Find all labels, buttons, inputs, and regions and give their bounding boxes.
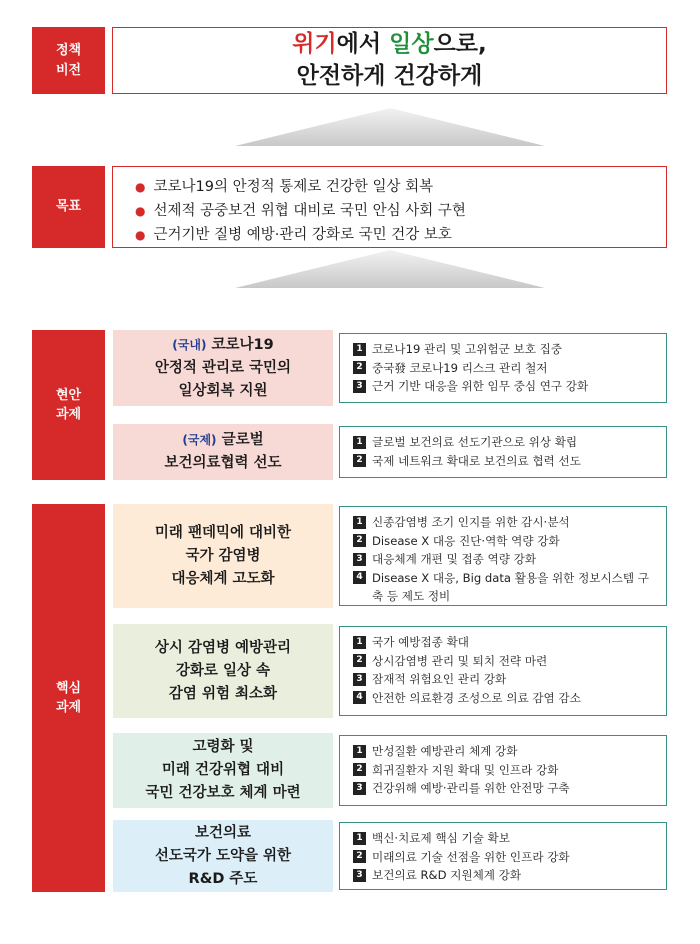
list-item: [353, 652, 658, 671]
number-badge: 2: [353, 763, 366, 776]
label-core-tasks: 핵심 과제: [32, 504, 105, 892]
title-text: R&D 주도: [188, 870, 258, 887]
list-item: [353, 550, 658, 569]
vision-line-1: [292, 29, 487, 60]
item-text: 건강위해 예방·관리를 위한 안전망 구축: [372, 781, 570, 795]
list-item: [353, 689, 658, 708]
number-badge: 3: [353, 553, 366, 566]
current-task-domestic-items: [339, 333, 667, 403]
goals-box: [112, 166, 667, 248]
number-badge: 2: [353, 361, 366, 374]
up-arrow-1: [235, 108, 545, 146]
item-text: 중국發 코로나19 리스크 관리 철저: [372, 360, 548, 375]
item-text: Disease X 대응, Big data 활용을 위한 정보시스템 구축 등 제도 정비: [372, 570, 649, 603]
title-text: 감염 위험 최소화: [168, 685, 278, 702]
item-text: 글로벌 보건의료 선도기관으로 위상 확립: [372, 435, 578, 449]
item-text: 희귀질환자 지원 확대 및 인프라 강화: [372, 762, 559, 777]
item-text: 만성질환 예방관리 체계 강화: [372, 744, 518, 758]
list-item: [353, 359, 658, 378]
number-badge: 1: [353, 436, 366, 449]
item-text: 코로나19 관리 및 고위험군 보호 집중: [372, 342, 562, 356]
item-text: 잠재적 위험요인 관리 강화: [372, 672, 507, 686]
number-badge: 2: [353, 654, 366, 667]
title-text: 미래 건강위협 대비: [161, 762, 285, 778]
goal-item: [135, 223, 666, 247]
item-text: 상시감염병 관리 및 퇴치 전략 마련: [372, 653, 548, 668]
number-badge: 1: [353, 832, 366, 845]
vision-word-crisis: 위기: [292, 31, 337, 58]
item-text: 국가 예방접종 확대: [372, 635, 469, 649]
item-text: 신종감염병 조기 인지를 위한 감시·분석: [372, 515, 570, 529]
list-item: [353, 433, 658, 452]
item-text: 대응체계 개편 및 접종 역량 강화: [372, 552, 537, 566]
list-item: [353, 633, 658, 652]
list-item: [353, 452, 658, 471]
vision-text-part: 에서: [336, 31, 390, 58]
list-item: [353, 866, 658, 885]
title-text: 국민 건강보호 체계 마련: [145, 785, 301, 801]
title-text: 일상회복 지원: [178, 382, 268, 399]
bullet-icon: ●: [135, 204, 146, 218]
list-item: [353, 848, 658, 867]
goal-text: 코로나19의 안정적 통제로 건강한 일상 회복: [153, 179, 434, 195]
title-text: 대응체계 고도화: [171, 570, 275, 587]
number-badge: 4: [353, 571, 366, 584]
core-task-aging-items: [339, 735, 667, 806]
prefix-international: (국제): [182, 433, 217, 447]
bullet-icon: ●: [135, 180, 146, 194]
number-badge: 3: [353, 869, 366, 882]
list-item: [353, 761, 658, 780]
number-badge: 1: [353, 636, 366, 649]
title-text: 선도국가 도약을 위한: [154, 847, 292, 864]
title-text: 국가 감염병: [185, 547, 261, 564]
vision-word-daily: 일상: [389, 31, 434, 58]
goal-item: [135, 175, 666, 199]
list-item: [353, 829, 658, 848]
label-policy-vision: 정책 비전: [32, 27, 105, 94]
core-task-rnd: [113, 820, 333, 892]
number-badge: 1: [353, 745, 366, 758]
item-text: 근거 기반 대응을 위한 임무 중심 연구 강화: [372, 379, 589, 393]
list-item: [353, 532, 658, 551]
number-badge: 1: [353, 343, 366, 356]
number-badge: 2: [353, 850, 366, 863]
item-text: 안전한 의료환경 조성으로 의료 감염 감소: [372, 690, 581, 705]
vision-line-2: 안전하게 건강하게: [296, 62, 483, 89]
core-task-infection: [113, 624, 333, 718]
title-text: 강화로 일상 속: [175, 662, 271, 679]
title-text: 미래 팬데믹에 대비한: [154, 524, 292, 541]
vision-box: [112, 27, 667, 94]
core-task-pandemic-items: [339, 506, 667, 606]
number-badge: 4: [353, 691, 366, 704]
label-current-tasks: 현안 과제: [32, 330, 105, 480]
number-badge: 1: [353, 516, 366, 529]
list-item: [353, 513, 658, 532]
number-badge: 2: [353, 454, 366, 467]
up-arrow-2: [235, 250, 545, 288]
label-goal: 목표: [32, 166, 105, 248]
number-badge: 3: [353, 782, 366, 795]
core-task-pandemic: [113, 504, 333, 608]
item-text: 보건의료 R&D 지원체계 강화: [372, 868, 522, 882]
list-item: [353, 670, 658, 689]
prefix-domestic: (국내): [172, 337, 207, 352]
title-text: 안정적 관리로 국민의: [154, 359, 292, 376]
item-text: 미래의료 기술 선점을 위한 인프라 강화: [372, 849, 570, 864]
title-text: 보건의료협력 선도: [164, 455, 282, 471]
title-text: 코로나19: [211, 336, 274, 353]
list-item: [353, 377, 658, 396]
goal-text: 근거기반 질병 예방·관리 강화로 국민 건강 보호: [153, 227, 452, 243]
number-badge: 3: [353, 380, 366, 393]
current-task-title-line: [172, 334, 273, 357]
bullet-icon: ●: [135, 228, 146, 242]
item-text: 백신·치료제 핵심 기술 확보: [372, 831, 510, 845]
current-task-international: [113, 424, 333, 480]
list-item: [353, 340, 658, 359]
vision-text-part: 으로,: [433, 31, 487, 58]
goal-text: 선제적 공중보건 위협 대비로 국민 안심 사회 구현: [153, 203, 466, 219]
goal-item: [135, 199, 666, 223]
list-item: [353, 742, 658, 761]
title-text: 고령화 및: [192, 739, 254, 755]
core-task-infection-items: [339, 626, 667, 716]
title-text: 상시 감염병 예방관리: [154, 639, 292, 656]
current-task-domestic: [113, 330, 333, 406]
current-task-international-items: [339, 426, 667, 478]
title-text: 글로벌: [221, 432, 264, 448]
current-task-title-line: [182, 429, 263, 452]
item-text: Disease X 대응 진단·역학 역량 강화: [372, 533, 560, 548]
number-badge: 3: [353, 673, 366, 686]
core-task-rnd-items: [339, 822, 667, 890]
number-badge: 2: [353, 534, 366, 547]
core-task-aging: [113, 733, 333, 808]
list-item: [353, 779, 658, 798]
title-text: 보건의료: [194, 824, 252, 841]
list-item: [353, 569, 658, 606]
item-text: 국제 네트워크 확대로 보건의료 협력 선도: [372, 453, 581, 468]
